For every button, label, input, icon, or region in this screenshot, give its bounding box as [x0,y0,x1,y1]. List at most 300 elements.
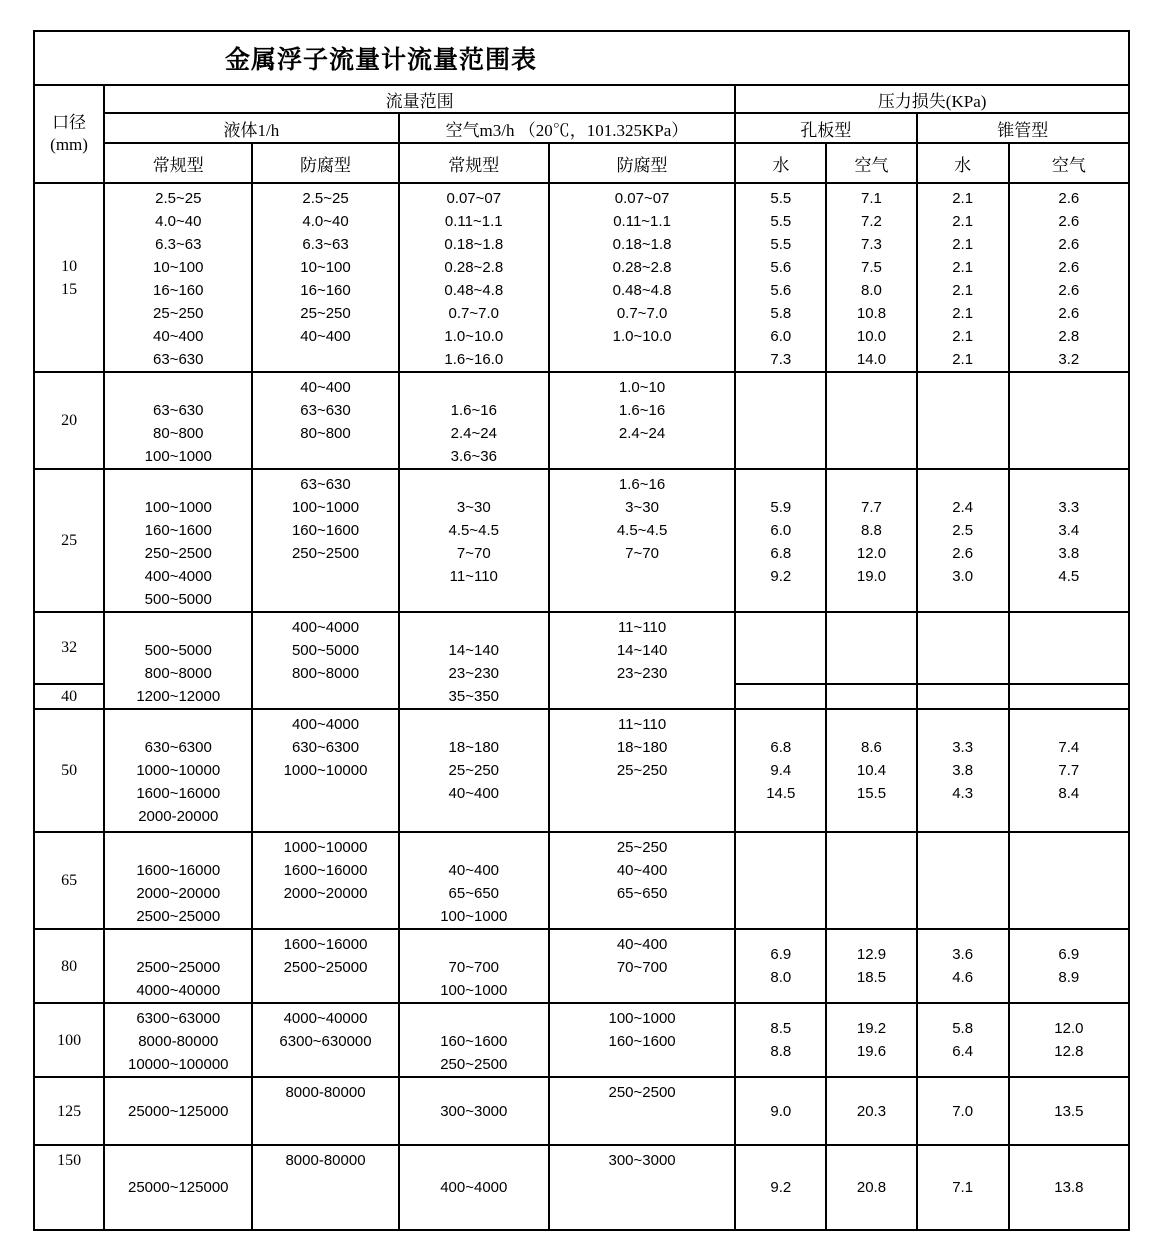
cell-line: 18~180 [448,739,500,756]
cell-line: 7.2 [861,213,882,230]
table-row [34,1003,1129,1077]
header-bore-line1: 口径 [52,113,87,132]
cell-line: 100~1000 [144,448,212,465]
cell-line: 7.0 [952,1102,974,1120]
bore-cell [34,469,104,612]
bore-cell [34,612,104,684]
table-cell [104,1077,252,1145]
cell-line: 500~5000 [291,642,360,659]
table-cell [399,372,549,469]
cell-line: 19.2 [856,1020,887,1037]
cell-line: 6.8 [770,739,792,756]
bore-cell [34,372,104,469]
table-row [34,709,1129,832]
cell-line: 18.5 [856,969,887,986]
cell-line: 6300~630000 [279,1033,372,1050]
table-cell [826,183,916,372]
cell-line: 63~630 [300,476,351,493]
table-cell [252,1003,398,1077]
cell-line [105,933,251,956]
table-cell [549,929,735,1003]
table-cell [549,372,735,469]
cell-line: 2.1 [952,305,974,322]
cell-line: 13.8 [1054,1179,1084,1196]
table-cell [917,709,1009,832]
table-cell [1009,684,1129,709]
bore-cell [34,684,104,709]
bore-cell [34,709,104,832]
cell-line: 6.9 [770,946,792,963]
cell-line: 3.0 [952,568,974,585]
cell-line: 8.9 [1058,969,1080,986]
cell-line: 8.4 [1058,785,1080,802]
cell-line: 80~800 [153,425,204,442]
table-cell [104,709,252,832]
cell-line [918,473,1008,496]
header-air-anticorrosion: 防腐型 [549,143,735,183]
table-cell [917,1003,1009,1077]
cell-line: 40~400 [448,862,500,879]
cell-line: 12.9 [856,946,887,963]
cell-line: 9.2 [770,1179,792,1196]
cell-line: 3.6~36 [450,448,497,465]
cell-line: 5.6 [770,259,792,276]
bore-cell [34,1145,104,1230]
cell-line [400,933,548,956]
cell-line: 40~400 [448,785,500,802]
cell-line: 6300~63000 [136,1010,221,1027]
table-cell [549,832,735,929]
cell-line: 14~140 [616,642,668,659]
table-cell [104,469,252,612]
cell-line: 19.6 [856,1043,887,1060]
cell-line: 400~4000 [440,1179,508,1196]
table-cell [826,1145,916,1230]
table-cell [917,1145,1009,1230]
cell-line [105,713,251,736]
table-cell [549,612,735,709]
cell-line: 1.0~10.0 [444,328,504,345]
header-air: 空气m3/h （20℃，101.325KPa） [399,113,736,143]
table-cell [826,612,916,684]
header-liquid: 液体1/h [104,113,399,143]
cell-line: 2.6 [1058,282,1080,299]
table-cell [735,1145,826,1230]
cell-line: 63~630 [153,351,204,368]
cell-line: 12.8 [1054,1043,1084,1060]
cell-line: 630~6300 [144,739,212,756]
cell-line: 800~8000 [144,665,212,682]
cell-line: 0.07~07 [446,190,502,207]
cell-line: 400~4000 [144,568,212,585]
table-cell [1009,372,1129,469]
page-title: 金属浮子流量计流量范围表 [34,31,1129,85]
cell-line: 800~8000 [291,665,360,682]
table-row [34,1145,1129,1230]
table-cell [735,832,826,929]
cell-line: 300~3000 [440,1102,508,1120]
cell-line: 7.1 [861,190,882,207]
cell-line: 1600~16000 [283,936,368,953]
cell-line: 40~400 [153,328,204,345]
cell-line: 10~100 [300,259,351,276]
cell-line: 7.4 [1058,739,1080,756]
table-cell [104,832,252,929]
cell-line: 1600~16000 [283,862,368,879]
cell-line: 0.18~1.8 [444,236,504,253]
cell-line: 25~250 [616,839,668,856]
table-cell [252,929,398,1003]
cell-line: 100~1000 [440,908,508,925]
cell-line: 2.6 [1058,190,1080,207]
cell-line: 10~100 [153,259,204,276]
cell-line: 70~700 [448,959,500,976]
cell-line: 0.48~4.8 [444,282,504,299]
cell-line: 10.8 [856,305,887,322]
cell-line: 2.6 [1058,213,1080,230]
table-cell [399,1077,549,1145]
cell-line: 2.1 [952,236,974,253]
cell-line: 25~250 [300,305,351,322]
cell-line: 2.1 [952,213,974,230]
cell-line: 13.5 [1054,1102,1084,1120]
cell-line: 63~630 [300,402,351,419]
table-cell [252,469,398,612]
cell-line: 80~800 [300,425,351,442]
cell-line: 2.4~24 [450,425,497,442]
cell-line: 8000-80000 [138,1033,219,1050]
cell-line [400,473,548,496]
table-cell [549,1003,735,1077]
cell-line: 19.0 [856,568,887,585]
cell-line: 100~1000 [440,982,508,999]
table-cell [1009,929,1129,1003]
title-row [34,31,1129,85]
cell-line: 160~1600 [144,522,212,539]
cell-line: 2500~25000 [136,908,221,925]
cell-line: 0.7~7.0 [616,305,668,322]
cell-line: 100~1000 [291,499,360,516]
table-cell [1009,709,1129,832]
cell-line: 65 [61,872,78,889]
cell-line: 70~700 [616,959,668,976]
cell-line: 15.5 [856,785,887,802]
cell-line: 1.6~16 [618,476,666,493]
cell-line: 2.5~25 [302,190,349,207]
table-cell [735,372,826,469]
cell-line: 1.6~16 [450,402,497,419]
cell-line: 2000~20000 [283,885,368,902]
table-cell [104,929,252,1003]
cell-line: 2.1 [952,328,974,345]
cell-line: 6.8 [770,545,792,562]
cell-line: 0.28~2.8 [444,259,504,276]
cell-line: 4.5~4.5 [448,522,499,539]
cell-line: 250~2500 [291,545,360,562]
table-cell [826,1077,916,1145]
cell-line: 3.2 [1058,351,1080,368]
cell-line: 500~5000 [144,591,212,608]
table-cell [917,929,1009,1003]
table-cell [826,709,916,832]
cell-line: 5.5 [770,236,792,253]
cell-line: 400~4000 [291,716,360,733]
table-cell [549,709,735,832]
header-row-groups [34,85,1129,113]
cell-line: 10000~100000 [127,1056,229,1073]
cell-line: 40~400 [300,379,351,396]
cell-line: 125 [57,1102,82,1120]
cell-line: 40~400 [616,936,668,953]
table-cell [917,832,1009,929]
table-cell [826,832,916,929]
table-cell [399,832,549,929]
cell-line: 0.07~07 [614,190,670,207]
cell-line: 16~160 [300,282,351,299]
cell-line: 11~110 [617,716,667,733]
cell-line: 1.0~10 [618,379,666,396]
cell-line: 0.48~4.8 [612,282,672,299]
cell-line [105,836,251,859]
header-bore-line2: (mm) [50,135,88,154]
cell-line: 4.3 [952,785,974,802]
cell-line: 10.4 [856,762,887,779]
cell-line: 3.8 [1058,545,1080,562]
cell-line: 2.1 [952,190,974,207]
table-cell [252,1145,398,1230]
cell-line: 2.5 [952,522,974,539]
cell-line: 0.11~1.1 [444,213,503,230]
cell-line: 2.5~25 [155,190,202,207]
cell-line: 8000-80000 [285,1084,366,1101]
cell-line: 100~1000 [608,1010,676,1027]
table-cell [1009,1077,1129,1145]
table-cell [826,469,916,612]
header-liquid-anticorrosion: 防腐型 [252,143,398,183]
cell-line: 2500~25000 [136,959,221,976]
cell-line: 2.6 [952,545,974,562]
bore-cell [34,183,104,372]
table-body [34,183,1129,1230]
table-cell [735,1003,826,1077]
cell-line: 25~250 [153,305,204,322]
cell-line [105,376,251,399]
cell-line: 5.9 [770,499,792,516]
cell-line: 0.28~2.8 [612,259,672,276]
bore-cell [34,1003,104,1077]
cell-line: 14.0 [856,351,887,368]
cell-line: 2.1 [952,351,974,368]
table-cell [252,372,398,469]
cell-line [400,376,548,399]
cell-line: 6.9 [1058,946,1080,963]
table-cell [917,612,1009,684]
cell-line: 8.0 [770,969,792,986]
cell-line: 7~70 [456,545,491,562]
cell-line: 25000~125000 [127,1102,229,1120]
table-cell [735,183,826,372]
table-cell [735,1077,826,1145]
cell-line: 23~230 [616,665,668,682]
cell-line: 4000~40000 [136,982,221,999]
table-cell [399,929,549,1003]
cell-line: 8.8 [770,1043,792,1060]
cell-line: 3.4 [1058,522,1080,539]
table-cell [399,1003,549,1077]
cell-line: 25~250 [616,762,668,779]
cell-line: 6.3~63 [155,236,202,253]
cell-line: 20 [61,412,78,429]
cell-line [105,473,251,496]
table-cell [549,1145,735,1230]
cell-line: 1000~10000 [283,839,368,856]
header-flow-range: 流量范围 [104,85,735,113]
cell-line: 50 [61,762,78,779]
cell-line: 4.0~40 [302,213,349,230]
table-cell [917,1077,1009,1145]
cell-line: 160~1600 [608,1033,676,1050]
cell-line: 8.0 [861,282,882,299]
cell-line: 3.6 [952,946,974,963]
table-cell [104,1145,252,1230]
cell-line: 100~1000 [144,499,212,516]
table-row [34,183,1129,372]
cell-line: 4.5~4.5 [616,522,668,539]
table-cell [1009,832,1129,929]
cell-line: 10.0 [856,328,887,345]
cell-line: 2.6 [1058,236,1080,253]
cell-line: 9.4 [770,762,792,779]
cell-line: 7.7 [861,499,882,516]
table-cell [735,709,826,832]
cell-line: 35~350 [448,688,500,705]
table-cell [399,709,549,832]
header-cone-water: 水 [917,143,1009,183]
table-cell [252,1077,398,1145]
table-cell [1009,1145,1129,1230]
cell-line: 250~2500 [608,1084,676,1101]
table-row [34,372,1129,469]
cell-line [400,836,548,859]
cell-line: 1000~10000 [136,762,221,779]
cell-line: 12.0 [856,545,887,562]
header-row-media [34,113,1129,143]
table-cell [104,183,252,372]
cell-line: 0.11~1.1 [613,213,671,230]
cell-line: 3.3 [1058,499,1080,516]
cell-line: 5.6 [770,282,792,299]
cell-line: 11~110 [617,619,667,636]
cell-line: 40 [61,687,78,705]
table-cell [252,709,398,832]
cell-line: 25000~125000 [127,1179,229,1196]
table-cell [252,612,398,709]
header-cone-type: 锥管型 [917,113,1129,143]
cell-line: 3~30 [625,499,659,516]
cell-line: 1.6~16.0 [444,351,504,368]
cell-line: 8.5 [770,1020,792,1037]
cell-line: 2.8 [1058,328,1080,345]
cell-line: 2.6 [1058,305,1080,322]
table-cell [1009,183,1129,372]
cell-line: 6.3~63 [302,236,349,253]
table-cell [399,469,549,612]
table-cell [917,183,1009,372]
cell-line: 10 [61,257,78,275]
header-orifice-air: 空气 [826,143,916,183]
cell-line: 4000~40000 [283,1010,368,1027]
table-cell [549,183,735,372]
cell-line: 2000-20000 [138,808,219,825]
table-cell [252,832,398,929]
cell-line: 8.8 [861,522,882,539]
cell-line: 400~4000 [291,619,360,636]
table-cell [1009,469,1129,612]
cell-line: 23~230 [448,665,500,682]
cell-line: 2000~20000 [136,885,221,902]
cell-line: 18~180 [616,739,668,756]
cell-line: 7.3 [861,236,882,253]
header-pressure-loss: 压力损失(KPa) [735,85,1129,113]
table-cell [826,929,916,1003]
cell-line: 14.5 [766,785,796,802]
cell-line: 4.6 [952,969,974,986]
cell-line: 7~70 [625,545,659,562]
cell-line: 2.4 [952,499,974,516]
cell-line: 8.6 [861,739,882,756]
cell-line: 16~160 [153,282,204,299]
cell-line: 1200~12000 [136,688,221,705]
table-cell [399,1145,549,1230]
cell-line [105,616,251,639]
cell-line: 25 [61,532,78,549]
table-row [34,929,1129,1003]
cell-line [827,473,915,496]
cell-line: 1000~10000 [283,762,368,779]
table-cell [826,1003,916,1077]
table-cell [549,469,735,612]
flow-range-table [33,30,1130,1231]
table-cell [1009,612,1129,684]
cell-line: 20.3 [856,1102,887,1120]
header-row-subtypes [34,143,1129,183]
cell-line: 4.5 [1058,568,1080,585]
cell-line: 1.0~10.0 [612,328,672,345]
header-bore [34,85,104,183]
cell-line: 9.2 [770,568,792,585]
cell-line: 2.4~24 [618,425,666,442]
cell-line: 6.0 [770,522,792,539]
cell-line: 5.5 [770,190,792,207]
cell-line: 2.1 [952,282,974,299]
cell-line: 65~650 [448,885,500,902]
cell-line: 5.5 [770,213,792,230]
cell-line: 5.8 [770,305,792,322]
cell-line: 25~250 [448,762,500,779]
cell-line: 250~2500 [440,1056,508,1073]
cell-line [736,473,825,496]
cell-line: 0.18~1.8 [612,236,672,253]
cell-line: 80 [61,957,78,975]
table-cell [252,183,398,372]
cell-line: 1.6~16 [618,402,666,419]
cell-line: 32 [61,639,78,657]
cell-line: 3~30 [456,499,491,516]
table-cell [826,684,916,709]
table-cell [549,1077,735,1145]
table-cell [735,929,826,1003]
cell-line: 9.0 [770,1102,792,1120]
